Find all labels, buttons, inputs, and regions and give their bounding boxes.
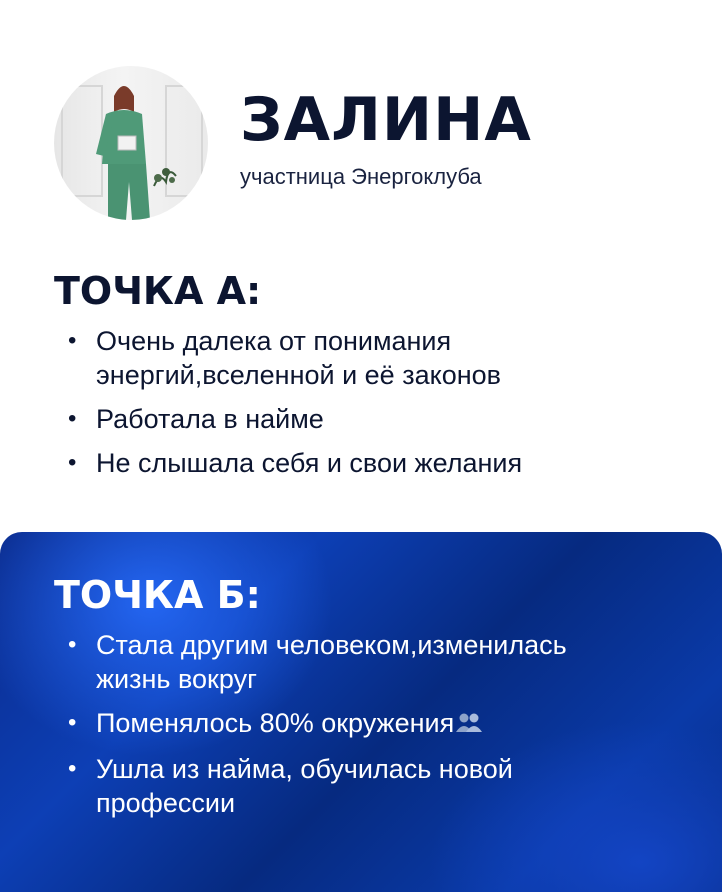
participant-subtitle: участница Энергоклуба <box>240 164 482 189</box>
list-item-text: Очень далека от понимания <box>96 326 452 356</box>
point-a-title: ТОЧКА А: <box>54 269 262 313</box>
list-item-text: профессии <box>96 788 236 818</box>
list-item-text: Работала в найме <box>96 404 324 434</box>
list-item <box>54 706 694 742</box>
list-item <box>54 628 694 696</box>
point-b-list <box>54 628 694 820</box>
list-item <box>54 402 694 436</box>
avatar-photo <box>54 66 208 220</box>
point-a-list <box>54 324 694 480</box>
bullet: • <box>68 449 77 476</box>
participant-name: ЗАЛИНА <box>240 85 532 155</box>
list-item-text: Ушла из найма, обучилась новой <box>96 754 513 784</box>
bullet: • <box>68 709 77 736</box>
list-item-text: энергий,вселенной и её законов <box>96 360 501 390</box>
list-item <box>54 752 694 820</box>
list-item <box>54 324 694 392</box>
list-item-text: Поменялось 80% окружения <box>96 708 455 738</box>
avatar <box>54 66 208 220</box>
bullet: • <box>68 405 77 432</box>
point-a-section <box>54 269 694 490</box>
list-item-text: жизнь вокруг <box>96 664 257 694</box>
list-item <box>54 446 694 480</box>
point-b-section <box>54 573 694 830</box>
bullet: • <box>68 755 77 782</box>
name-block <box>240 85 532 190</box>
people-icon <box>454 708 484 742</box>
profile-header <box>54 66 532 220</box>
point-b-panel <box>0 532 722 892</box>
bullet: • <box>68 631 77 658</box>
bullet: • <box>68 327 77 354</box>
list-item-text: Не слышала себя и свои желания <box>96 448 523 478</box>
point-b-title: ТОЧКА Б: <box>54 573 261 617</box>
list-item-text: Стала другим человеком,изменилась <box>96 630 567 660</box>
